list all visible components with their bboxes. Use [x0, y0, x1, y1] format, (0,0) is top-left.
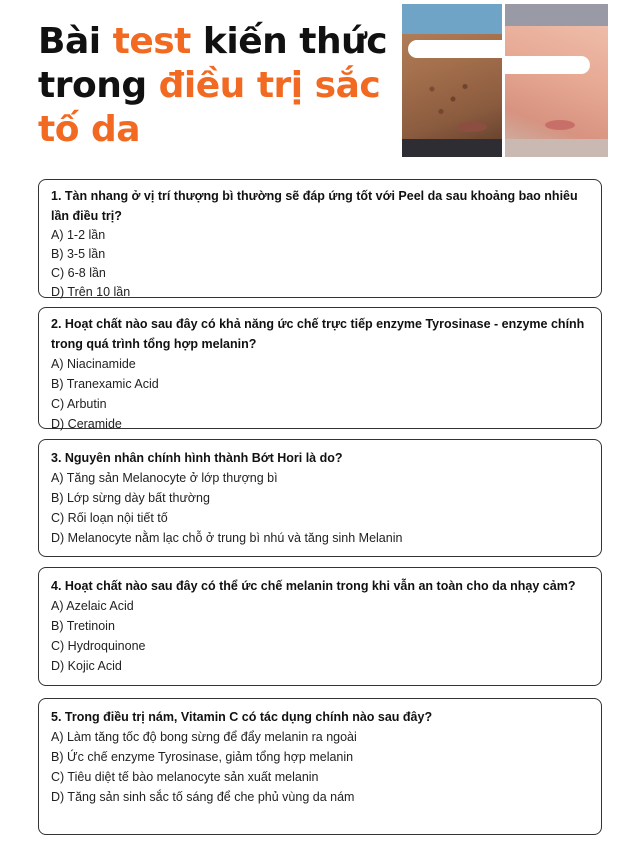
answer-option-d[interactable]: D) Kojic Acid: [51, 659, 122, 673]
answer-option-c[interactable]: C) Rối loạn nội tiết tố: [51, 511, 168, 525]
answer-option-a[interactable]: A) 1-2 lần: [51, 228, 106, 242]
question-card-2: [38, 307, 602, 429]
answer-option-c[interactable]: C) Hydroquinone: [51, 639, 146, 653]
answer-option-b[interactable]: B) Ức chế enzyme Tyrosinase, giảm tổng hợp melanin: [51, 750, 354, 764]
answer-option-b[interactable]: B) 3-5 lần: [51, 247, 106, 261]
headband: [505, 4, 608, 26]
title-accent-1: test: [112, 21, 191, 62]
answer-option-c[interactable]: C) 6-8 lần: [51, 266, 106, 280]
page-title: [38, 20, 388, 152]
question-text: 2. Hoạt chất nào sau đây có khả năng ức chế trực tiếp enzyme Tyrosinase - enzyme chính trong quá trình tổng hợp melanin?: [51, 317, 585, 351]
question-card-5: [38, 698, 602, 835]
answer-option-a[interactable]: A) Tăng sản Melanocyte ở lớp thượng bì: [51, 471, 278, 485]
eye-censor-bar: [408, 40, 502, 58]
question-text: 3. Nguyên nhân chính hình thành Bớt Hori là do?: [51, 451, 343, 465]
before-photo: [402, 4, 502, 157]
collar: [505, 139, 608, 157]
answer-option-d[interactable]: D) Trên 10 lần: [51, 285, 131, 299]
answer-option-b[interactable]: B) Lớp sừng dày bất thường: [51, 491, 210, 505]
answer-option-c[interactable]: C) Arbutin: [51, 397, 107, 411]
before-after-photos: [402, 4, 608, 157]
answer-option-d[interactable]: D) Tăng sản sinh sắc tố sáng để che phủ vùng da nám: [51, 790, 355, 804]
question-card-1: [38, 179, 602, 298]
answer-option-a[interactable]: A) Niacinamide: [51, 357, 136, 371]
title-part-1: Bài: [38, 21, 113, 62]
answer-option-c[interactable]: C) Tiêu diệt tế bào melanocyte sản xuất melanin: [51, 770, 319, 784]
answer-option-b[interactable]: B) Tretinoin: [51, 619, 115, 633]
title-accent-2: điều trị sắc tố da: [38, 65, 381, 150]
headband: [402, 4, 502, 34]
title-part-2: kiến thức trong: [38, 21, 388, 106]
answer-option-d[interactable]: D) Ceramide: [51, 417, 122, 431]
question-text: 1. Tàn nhang ở vị trí thượng bì thường sẽ đáp ứng tốt với Peel da sau khoảng bao nhiêu lần điều trị?: [51, 189, 578, 223]
answer-option-b[interactable]: B) Tranexamic Acid: [51, 377, 159, 391]
lips: [457, 122, 487, 132]
question-text: 4. Hoạt chất nào sau đây có thể ức chế melanin trong khi vẫn an toàn cho da nhạy cảm?: [51, 579, 576, 593]
lips: [545, 120, 575, 130]
answer-option-d[interactable]: D) Melanocyte nằm lạc chỗ ở trung bì nhú và tăng sinh Melanin: [51, 531, 403, 545]
collar: [402, 139, 502, 157]
question-card-3: [38, 439, 602, 557]
question-text: 5. Trong điều trị nám, Vitamin C có tác dụng chính nào sau đây?: [51, 710, 433, 724]
question-card-4: [38, 567, 602, 686]
answer-option-a[interactable]: A) Azelaic Acid: [51, 599, 134, 613]
pigment-spots: [420, 74, 480, 124]
after-photo: [505, 4, 608, 157]
eye-censor-bar: [505, 56, 590, 74]
answer-option-a[interactable]: A) Làm tăng tốc độ bong sừng để đẩy melanin ra ngoài: [51, 730, 357, 744]
